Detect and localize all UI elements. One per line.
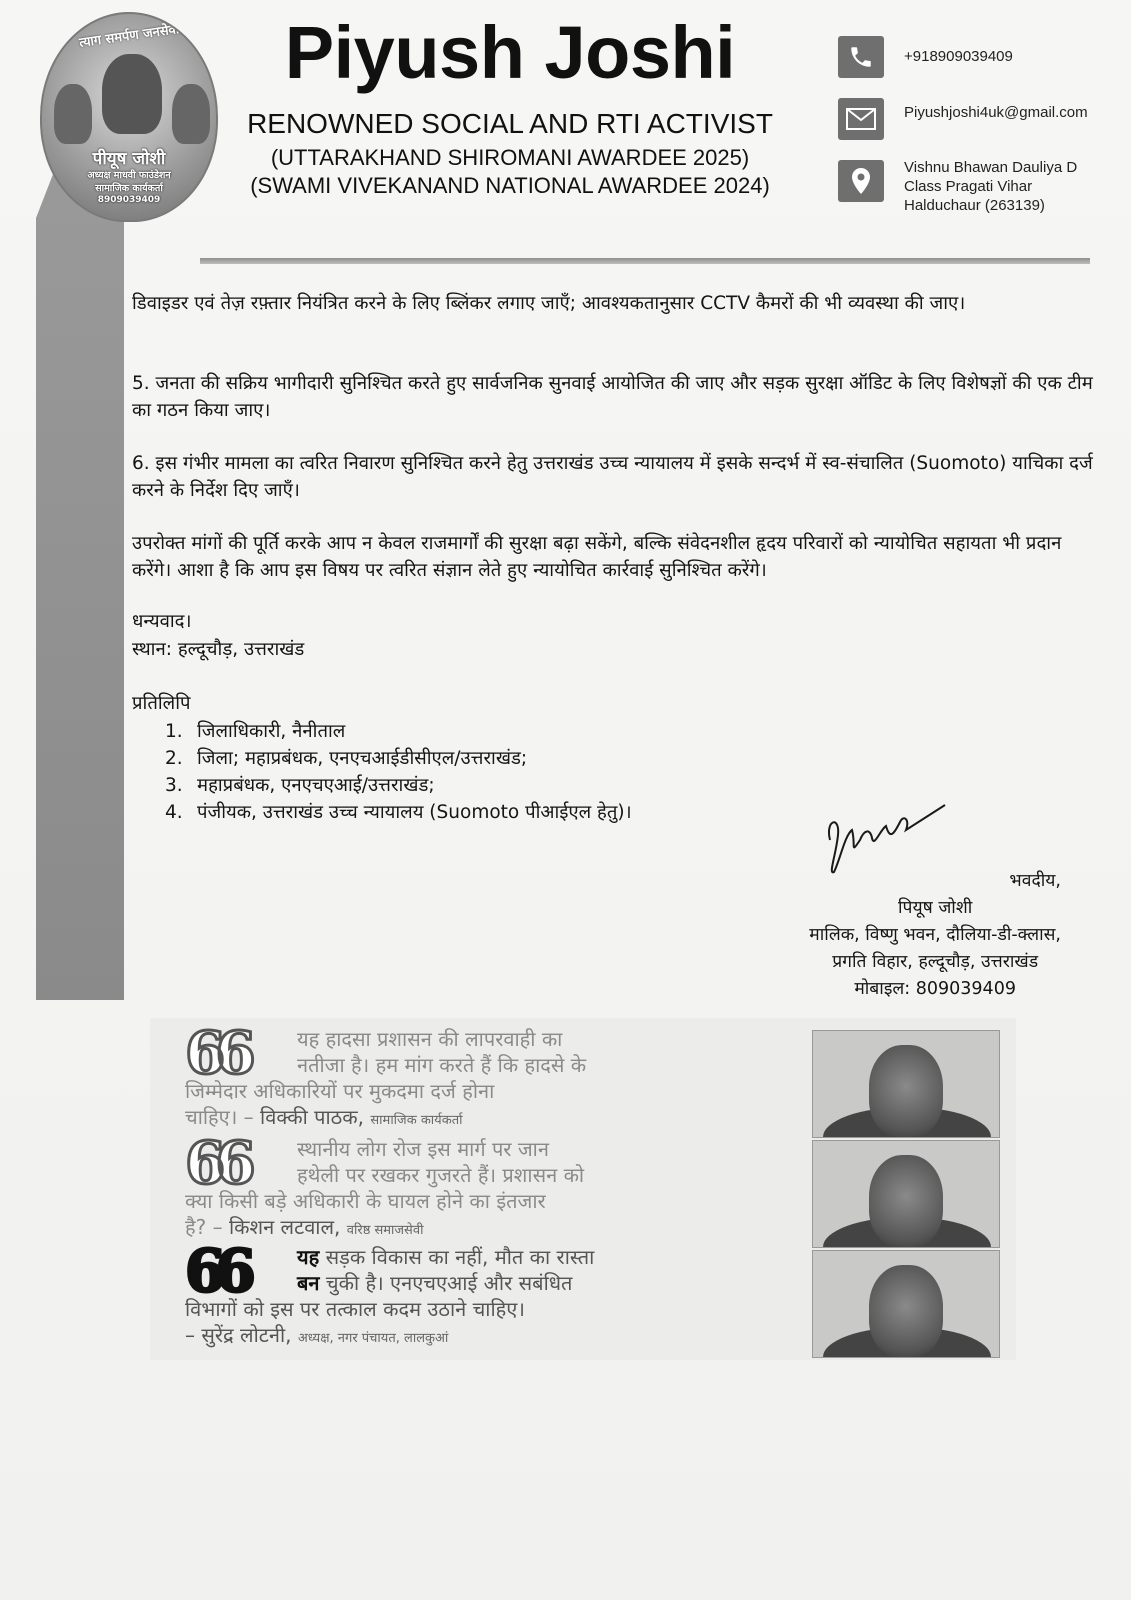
list-item: 1. जिलाधिकारी, नैनीताल bbox=[165, 721, 346, 742]
sign-mobile: मोबाइल: 809039409 bbox=[854, 979, 1016, 999]
sign-name: पियूष जोशी bbox=[898, 898, 973, 918]
copy-to-heading: प्रतिलिपि bbox=[132, 693, 191, 714]
logo-figure-left bbox=[54, 84, 92, 144]
logo-phone: 8909039409 bbox=[97, 195, 161, 205]
logo-badge bbox=[40, 12, 218, 222]
quote-mark-icon: 66 bbox=[185, 1237, 246, 1305]
portrait-photo-3 bbox=[812, 1250, 1000, 1358]
logo-name-plate bbox=[42, 146, 216, 205]
signature-block bbox=[809, 868, 1061, 1003]
list-item: 2. जिला; महाप्रबंधक, एनएचआईडीसीएल/उत्तराखंड; bbox=[165, 748, 528, 769]
portrait-photo-2 bbox=[812, 1140, 1000, 1248]
sign-address-1: मालिक, विष्णु भवन, दौलिया-डी-क्लास, bbox=[809, 925, 1061, 945]
address-line-1: Vishnu Bhawan Dauliya D bbox=[904, 159, 1078, 176]
paragraph-closing: उपरोक्त मांगों की पूर्ति करके आप न केवल राजमार्गों की सुरक्षा बढ़ा सकेंगे, बल्कि संवेदनशील हृदय परिवारों को न्यायोचित सहायता भी प्रदान करेंगे। आशा है कि आप इस विषय पर त्वरित संज्ञान लेते हुए न्यायोचित कार्रवाई सुनिश्चित करेंगे। bbox=[132, 533, 1062, 581]
binding-strip bbox=[36, 150, 124, 1000]
place-line: स्थान: हल्दूचौड़, उत्तराखंड bbox=[132, 639, 305, 660]
letterhead-name: Piyush Joshi bbox=[284, 11, 736, 94]
quote-mark-icon: 66 bbox=[185, 1019, 246, 1087]
paragraph-point-6: 6. इस गंभीर मामला का त्वरित निवारण सुनिश्चित करने हेतु उत्तराखंड उच्च न्यायालय में इसके सन्दर्भ में स्व-संचालित (Suomoto) याचिका दर्ज करने के निर्देश दिए जाएँ। bbox=[132, 453, 1093, 501]
logo-name: पीयूष जोशी bbox=[92, 149, 166, 169]
thanks-line: धन्यवाद। bbox=[132, 611, 192, 632]
paragraph-point-5: 5. जनता की सक्रिय भागीदारी सुनिश्चित करते हुए सार्वजनिक सुनवाई आयोजित की जाए और सड़क सुरक्षा ऑडिट के लिए विशेषज्ञों की एक टीम का गठन किया जाए। bbox=[132, 373, 1093, 421]
letterhead-subtitle: RENOWNED SOCIAL AND RTI ACTIVIST bbox=[247, 108, 773, 139]
copy-to-list bbox=[165, 718, 632, 826]
paragraph-1: डिवाइडर एवं तेज़ रफ़्तार नियंत्रित करने के लिए ब्लिंकर लगाए जाएँ; आवश्यकतानुसार CCTV कैमरों की भी व्यवस्था की जाए। bbox=[132, 293, 966, 314]
quote-mark-icon: 66 bbox=[185, 1129, 246, 1197]
logo-line2: अध्यक्ष माधवी फाउंडेशन bbox=[87, 170, 171, 181]
list-item: 3. महाप्रबंधक, एनएचएआई/उत्तराखंड; bbox=[165, 775, 435, 796]
envelope-icon bbox=[838, 98, 884, 140]
quote-3: 66 यह सड़क विकास का नहीं, मौत का रास्ता बन चुकी है। एनएचएआई और सबंधित विभागों को इस पर तत्काल कदम उठाने चाहिए। – सुरेंद्र लोटनी, अध्यक्ष, नगर पंचायत, लालकुआं bbox=[185, 1237, 595, 1347]
logo-line3: सामाजिक कार्यकर्ता bbox=[95, 183, 163, 194]
logo-arc-text: त्याग समर्पण जनसेवा bbox=[78, 22, 181, 51]
newspaper-clipping bbox=[150, 1018, 1016, 1360]
portrait-photo-1 bbox=[812, 1030, 1000, 1138]
header-divider bbox=[200, 258, 1090, 264]
logo-figure-right bbox=[172, 84, 210, 144]
quote-1: 66 यह हादसा प्रशासन की लापरवाही का नतीजा है। हम मांग करते हैं कि हादसे के जिम्मेदार अधिकारियों पर मुकदमा दर्ज होना चाहिए। – विक्की पाठक, सामाजिक कार्यकर्ता bbox=[185, 1019, 587, 1129]
contact-address bbox=[904, 158, 1077, 215]
list-item: 4. पंजीयक, उत्तराखंड उच्च न्यायालय (Suomoto पीआईएल हेतु)। bbox=[165, 802, 632, 823]
contact-email: Piyushjoshi4uk@gmail.com bbox=[904, 104, 1088, 121]
contact-phone: +918909039409 bbox=[904, 48, 1013, 65]
letterhead-award-2: (SWAMI VIVEKANAND NATIONAL AWARDEE 2024) bbox=[250, 173, 770, 198]
location-pin-icon bbox=[838, 160, 884, 202]
address-line-3: Halduchaur (263139) bbox=[904, 197, 1045, 214]
sign-bhavdiya: भवदीय, bbox=[1009, 871, 1061, 891]
sign-address-2: प्रगति विहार, हल्दूचौड़, उत्तराखंड bbox=[832, 952, 1039, 972]
quote-2: 66 स्थानीय लोग रोज इस मार्ग पर जान हथेली पर रखकर गुजरते हैं। प्रशासन को क्या किसी बड़े अधिकारी के घायल होने का इंतजार है? – किशन लटवाल, वरिष्ठ समाजसेवी bbox=[185, 1129, 585, 1239]
logo-portrait bbox=[102, 54, 162, 134]
phone-icon bbox=[838, 36, 884, 78]
address-line-2: Class Pragati Vihar bbox=[904, 178, 1033, 195]
letterhead-award-1: (UTTARAKHAND SHIROMANI AWARDEE 2025) bbox=[270, 145, 750, 170]
